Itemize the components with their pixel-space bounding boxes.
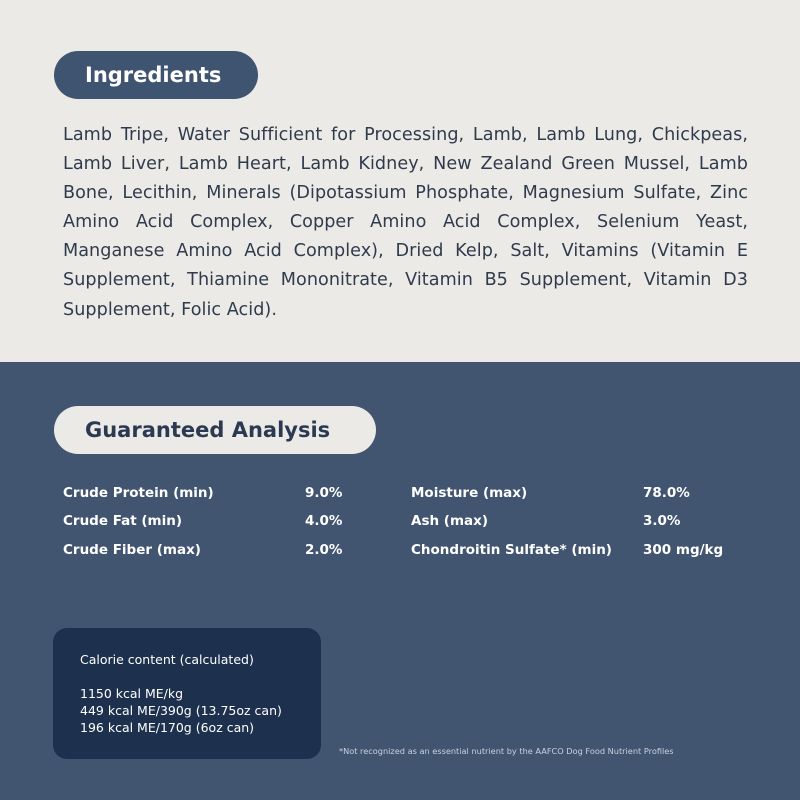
footnote: *Not recognized as an essential nutrient by the AAFCO Dog Food Nutrient Profiles — [339, 746, 674, 756]
ingredients-section — [0, 0, 800, 362]
calorie-content-title: Calorie content (calculated) — [80, 652, 254, 667]
ingredients-heading: Ingredients — [54, 51, 258, 99]
analysis-label-crude-fat: Crude Fat (min) — [63, 513, 183, 529]
analysis-value-moisture: 78.0% — [643, 485, 690, 501]
analysis-label-crude-protein: Crude Protein (min) — [63, 485, 214, 501]
analysis-label-ash: Ash (max) — [411, 513, 489, 529]
analysis-value-crude-protein: 9.0% — [305, 485, 343, 501]
ingredients-text: Lamb Tripe, Water Sufficient for Processing, Lamb, Lamb Lung, Chickpeas, Lamb Liver, Lamb Heart, Lamb Kidney, New Zealand Green Mussel, Lamb Bone, Lecithin, Minerals (Dipotassium Phosphate, Magnesium Sulfate, Zinc Amino Acid Complex, Copper Amino Acid Complex, Selenium Yeast, Manganese Amino Acid Complex), Dried Kelp, Salt, Vitamins (Vitamin E Supplement, Thiamine Mononitrate, Vitamin B5 Supplement, Vitamin D3 Supplement, Folic Acid). — [63, 125, 748, 320]
calorie-line-per-kg: 1150 kcal ME/kg — [80, 686, 184, 701]
analysis-value-chondroitin-sulfate: 300 mg/kg — [643, 542, 724, 558]
calorie-content-box — [53, 628, 321, 759]
analysis-value-crude-fat: 4.0% — [305, 513, 343, 529]
analysis-label-chondroitin-sulfate: Chondroitin Sulfate* (min) — [411, 542, 612, 558]
analysis-label-crude-fiber: Crude Fiber (max) — [63, 542, 201, 558]
calorie-line-390g-can: 449 kcal ME/390g (13.75oz can) — [80, 703, 282, 718]
analysis-value-ash: 3.0% — [643, 513, 681, 529]
analysis-value-crude-fiber: 2.0% — [305, 542, 343, 558]
analysis-label-moisture: Moisture (max) — [411, 485, 528, 501]
guaranteed-analysis-heading: Guaranteed Analysis — [54, 406, 376, 454]
calorie-line-170g-can: 196 kcal ME/170g (6oz can) — [80, 720, 255, 735]
